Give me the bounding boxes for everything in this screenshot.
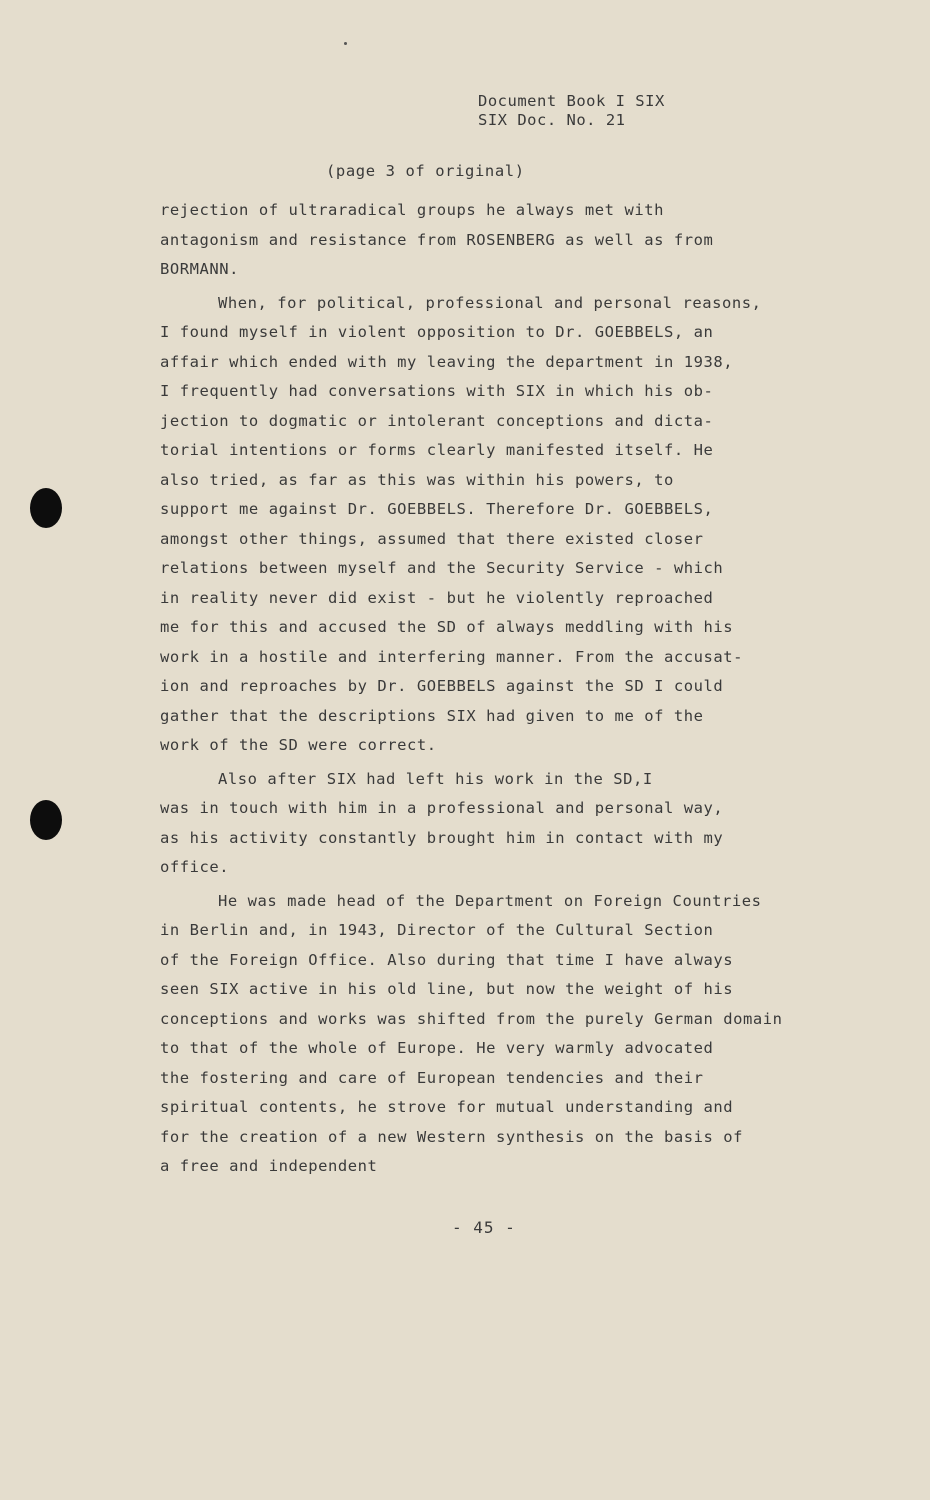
- text-line: for the creation of a new Western synthesis on the basis of: [160, 1127, 744, 1146]
- punch-hole-lower: [30, 800, 62, 840]
- paper-speck: [344, 42, 347, 45]
- text-line: the fostering and care of European tendencies and their: [160, 1068, 704, 1087]
- text-line: as his activity constantly brought him in contact with my: [160, 828, 724, 847]
- text-line: antagonism and resistance from ROSENBERG as well as from: [160, 230, 714, 249]
- paragraph: [160, 289, 895, 761]
- text-line: BORMANN.: [160, 260, 240, 278]
- text-line: Also after SIX had left his work in the SD,I: [218, 769, 653, 788]
- text-line: office.: [160, 858, 230, 876]
- text-line: to that of the whole of Europe. He very warmly advocated: [160, 1039, 714, 1057]
- page-of-original: (page 3 of original): [326, 162, 525, 180]
- text-line: rejection of ultraradical groups he always met with: [160, 201, 664, 219]
- text-line: in Berlin and, in 1943, Director of the Cultural Section: [160, 921, 714, 939]
- header-doc-number: SIX Doc. No. 21: [478, 111, 626, 129]
- document-body: [160, 196, 895, 1182]
- text-line: me for this and accused the SD of always meddling with his: [160, 618, 734, 636]
- text-line: When, for political, professional and personal reasons,: [218, 293, 762, 312]
- text-line: amongst other things, assumed that there existed closer: [160, 529, 704, 548]
- text-line: I frequently had conversations with SIX in which his ob-: [160, 382, 714, 400]
- text-line: torial intentions or forms clearly manifested itself. He: [160, 441, 714, 459]
- text-line: I found myself in violent opposition to Dr. GOEBBELS, an: [160, 323, 714, 341]
- text-line: a free and independent: [160, 1157, 378, 1175]
- text-line: spiritual contents, he strove for mutual understanding and: [160, 1098, 734, 1116]
- paragraph: [160, 887, 895, 1182]
- text-line: was in touch with him in a professional and personal way,: [160, 799, 724, 817]
- header-book: Document Book I SIX: [478, 92, 665, 110]
- text-line: relations between myself and the Security Service - which: [160, 559, 724, 577]
- text-line: in reality never did exist - but he violently reproached: [160, 588, 714, 607]
- text-line: He was made head of the Department on Foreign Countries: [218, 891, 762, 910]
- text-line: ion and reproaches by Dr. GOEBBELS against the SD I could: [160, 677, 724, 695]
- text-line: gather that the descriptions SIX had given to me of the: [160, 706, 704, 725]
- text-line: work of the SD were correct.: [160, 736, 437, 754]
- text-line: jection to dogmatic or intolerant conceptions and dicta-: [160, 411, 714, 430]
- text-line: also tried, as far as this was within his powers, to: [160, 470, 674, 489]
- text-line: of the Foreign Office. Also during that time I have always: [160, 950, 734, 969]
- page-number: - 45 -: [452, 1218, 516, 1237]
- text-line: work in a hostile and interfering manner. From the accusat-: [160, 647, 744, 666]
- document-header: [478, 92, 665, 130]
- paragraph: [160, 765, 895, 883]
- text-line: support me against Dr. GOEBBELS. Therefore Dr. GOEBBELS,: [160, 500, 714, 518]
- text-line: conceptions and works was shifted from the purely German domain: [160, 1009, 783, 1028]
- punch-hole-upper: [30, 488, 62, 528]
- text-line: affair which ended with my leaving the department in 1938,: [160, 352, 734, 371]
- text-line: seen SIX active in his old line, but now the weight of his: [160, 980, 734, 998]
- paragraph: [160, 196, 895, 285]
